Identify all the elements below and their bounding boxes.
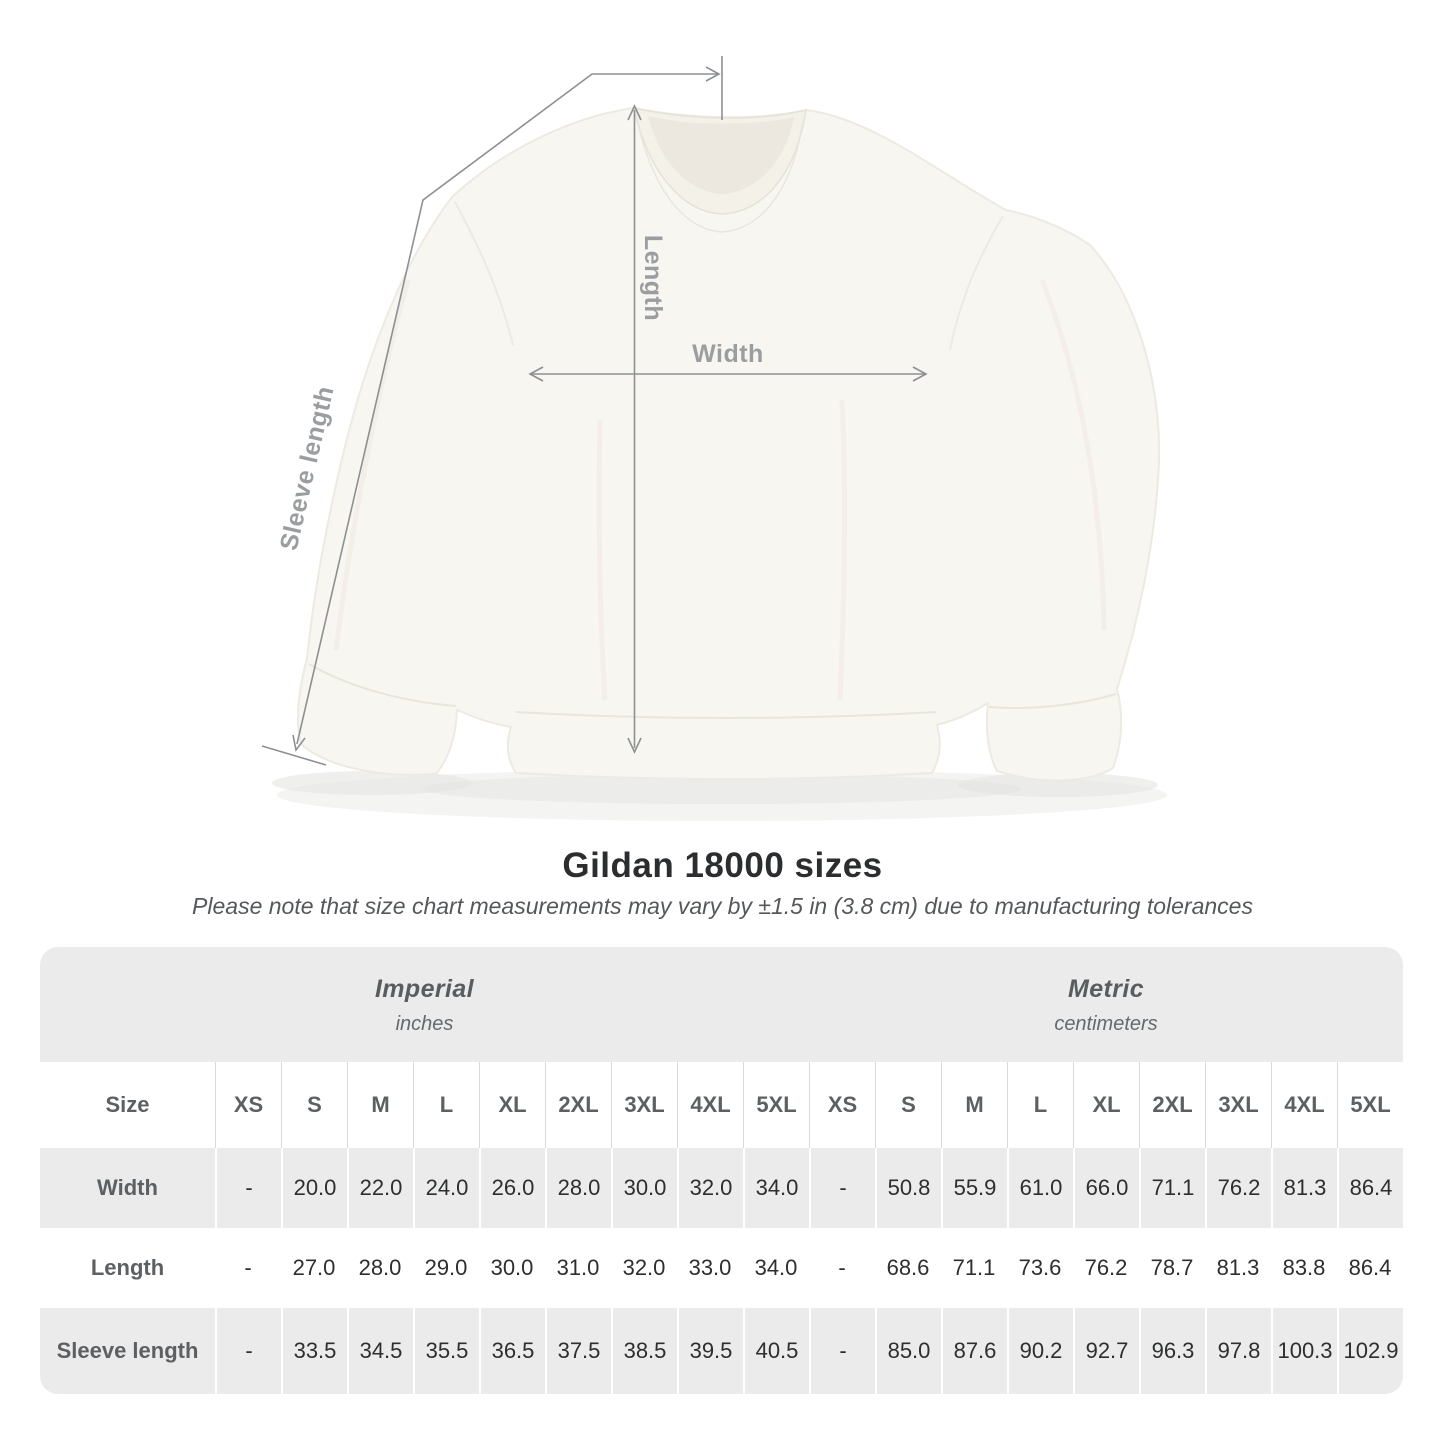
column-header-metric-m: M xyxy=(941,1062,1007,1148)
table-cell: - xyxy=(215,1148,281,1228)
unit-group-name: Imperial xyxy=(374,975,475,1003)
table-cell: 37.5 xyxy=(545,1308,611,1394)
table-cell: 32.0 xyxy=(622,1255,666,1280)
row-label: Width xyxy=(97,1175,158,1200)
unit-group-imperial xyxy=(40,947,809,1062)
table-cell: 61.0 xyxy=(1007,1148,1073,1228)
table-cell: 102.9 xyxy=(1337,1308,1403,1394)
table-cell: 81.3 xyxy=(1216,1255,1260,1280)
table-cell: 83.8 xyxy=(1282,1255,1326,1280)
table-row-width xyxy=(40,1148,1403,1228)
unit-group-unit: centimeters xyxy=(1054,1013,1158,1035)
table-cell: 92.7 xyxy=(1073,1308,1139,1394)
table-cell: 90.2 xyxy=(1007,1308,1073,1394)
column-header-metric-s: S xyxy=(875,1062,941,1148)
table-cell: 34.5 xyxy=(347,1308,413,1394)
table-cell: 20.0 xyxy=(281,1148,347,1228)
column-header-imperial-3xl: 3XL xyxy=(611,1062,677,1148)
table-cell: 39.5 xyxy=(677,1308,743,1394)
table-cell: 86.4 xyxy=(1337,1148,1403,1228)
column-header-metric-l: L xyxy=(1007,1062,1073,1148)
width-measure-label: Width xyxy=(692,340,764,368)
table-cell: 66.0 xyxy=(1073,1148,1139,1228)
sleeve-length-measure-label: Sleeve length xyxy=(274,383,340,554)
table-cell: 71.1 xyxy=(1139,1148,1205,1228)
table-cell: 34.0 xyxy=(743,1148,809,1228)
table-cell: 28.0 xyxy=(358,1255,402,1280)
column-header-metric-2xl: 2XL xyxy=(1139,1062,1205,1148)
table-cell: 97.8 xyxy=(1205,1308,1271,1394)
page-title: Gildan 18000 sizes xyxy=(562,846,883,885)
table-cell: 27.0 xyxy=(292,1255,336,1280)
table-cell: 81.3 xyxy=(1271,1148,1337,1228)
table-cell: 35.5 xyxy=(413,1308,479,1394)
table-cell: 71.1 xyxy=(952,1255,996,1280)
table-cell: - xyxy=(244,1255,252,1280)
column-header-imperial-2xl: 2XL xyxy=(545,1062,611,1148)
column-header-imperial-l: L xyxy=(413,1062,479,1148)
column-header-metric-xs: XS xyxy=(809,1062,875,1148)
unit-group-name: Metric xyxy=(1067,975,1145,1003)
table-cell: 96.3 xyxy=(1139,1308,1205,1394)
table-cell: 68.6 xyxy=(886,1255,930,1280)
table-cell: 100.3 xyxy=(1271,1308,1337,1394)
column-header-metric-xl: XL xyxy=(1073,1062,1139,1148)
unit-group-band xyxy=(40,947,1403,1062)
table-cell: - xyxy=(215,1308,281,1394)
table-cell: 30.0 xyxy=(611,1148,677,1228)
table-cell: 32.0 xyxy=(677,1148,743,1228)
size-table-body xyxy=(40,1148,1403,1394)
unit-group-unit: inches xyxy=(395,1013,454,1035)
size-header-row xyxy=(40,1062,1403,1148)
table-cell: 78.7 xyxy=(1150,1255,1194,1280)
column-header-imperial-s: S xyxy=(281,1062,347,1148)
table-cell: - xyxy=(809,1308,875,1394)
column-header-imperial-xl: XL xyxy=(479,1062,545,1148)
table-cell: 36.5 xyxy=(479,1308,545,1394)
table-cell: 33.0 xyxy=(688,1255,732,1280)
table-cell: 26.0 xyxy=(479,1148,545,1228)
table-cell: 76.2 xyxy=(1205,1148,1271,1228)
table-cell: 86.4 xyxy=(1348,1255,1392,1280)
table-cell: 40.5 xyxy=(743,1308,809,1394)
table-cell: 50.8 xyxy=(875,1148,941,1228)
table-cell: 33.5 xyxy=(281,1308,347,1394)
table-row-length xyxy=(40,1228,1403,1308)
tolerance-note: Please note that size chart measurements may vary by ±1.5 in (3.8 cm) due to manufacturing tolerances xyxy=(192,893,1253,919)
column-header-size: Size xyxy=(105,1092,150,1117)
unit-group-metric xyxy=(809,947,1403,1062)
column-header-imperial-5xl: 5XL xyxy=(743,1062,809,1148)
table-cell: 24.0 xyxy=(413,1148,479,1228)
table-cell: 73.6 xyxy=(1018,1255,1062,1280)
table-cell: 31.0 xyxy=(556,1255,600,1280)
length-measure-label: Length xyxy=(639,234,667,322)
size-table xyxy=(40,947,1403,1394)
row-label: Length xyxy=(90,1255,165,1280)
table-cell: - xyxy=(838,1255,846,1280)
table-cell: 28.0 xyxy=(545,1148,611,1228)
row-label: Sleeve length xyxy=(56,1338,199,1363)
column-header-imperial-m: M xyxy=(347,1062,413,1148)
sweatshirt-illustration xyxy=(298,108,1159,780)
column-header-metric-5xl: 5XL xyxy=(1337,1062,1403,1148)
table-cell: 55.9 xyxy=(941,1148,1007,1228)
column-header-imperial-xs: XS xyxy=(215,1062,281,1148)
column-header-imperial-4xl: 4XL xyxy=(677,1062,743,1148)
column-header-metric-3xl: 3XL xyxy=(1205,1062,1271,1148)
column-header-metric-4xl: 4XL xyxy=(1271,1062,1337,1148)
table-cell: 87.6 xyxy=(941,1308,1007,1394)
table-cell: 22.0 xyxy=(347,1148,413,1228)
table-row-sleeve-length xyxy=(40,1308,1403,1394)
table-cell: 85.0 xyxy=(875,1308,941,1394)
table-cell: 30.0 xyxy=(490,1255,534,1280)
table-cell: 34.0 xyxy=(754,1255,798,1280)
table-cell: 29.0 xyxy=(424,1255,468,1280)
table-cell: 76.2 xyxy=(1084,1255,1128,1280)
table-cell: 38.5 xyxy=(611,1308,677,1394)
table-cell: - xyxy=(809,1148,875,1228)
